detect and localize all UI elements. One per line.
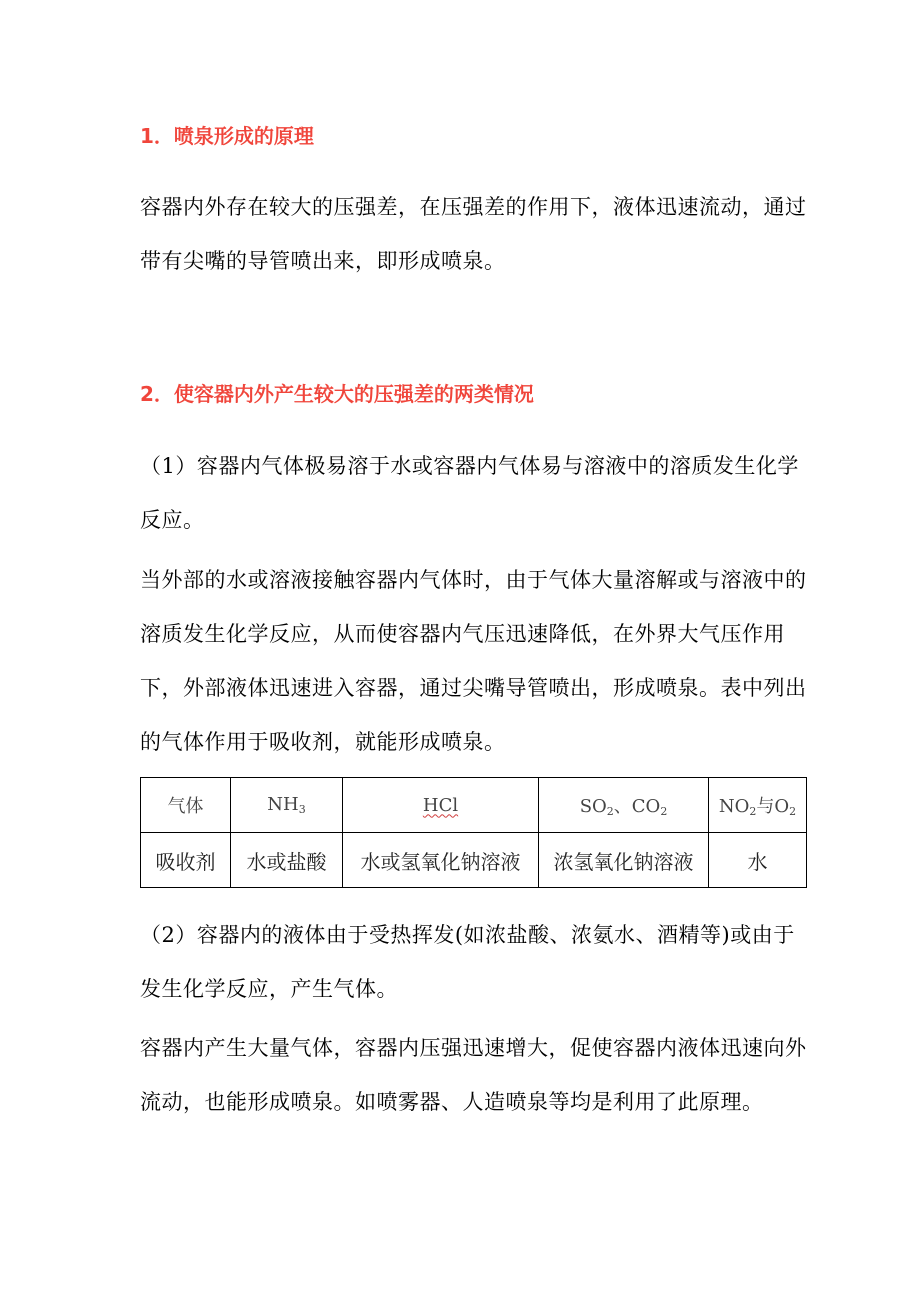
case2-paragraph: 容器内产生大量气体，容器内压强迅速增大，促使容器内液体迅速向外流动，也能形成喷泉。如喷雾器、人造喷泉等均是利用了此原理。 <box>140 1036 807 1114</box>
section1-heading: 1．喷泉形成的原理 <box>140 124 314 148</box>
table-cell-absorbent: 水 <box>709 833 807 888</box>
table-cell-absorbent: 浓氢氧化钠溶液 <box>539 833 709 888</box>
table-row-gas <box>141 778 807 833</box>
table-header-gas: 气体 <box>141 778 231 833</box>
table-cell-gas: HCl <box>343 778 539 833</box>
section2-heading: 2．使容器内外产生较大的压强差的两类情况 <box>140 382 534 406</box>
table-row-absorbent <box>141 833 807 888</box>
case1-paragraph: 当外部的水或溶液接触容器内气体时，由于气体大量溶解或与溶液中的溶质发生化学反应，从而使容器内气压迅速降低，在外界大气压作用下，外部液体迅速进入容器，通过尖嘴导管喷出，形成喷泉。表中列出的气体作用于吸收剂，就能形成喷泉。 <box>140 568 807 754</box>
case1-title: （1）容器内气体极易溶于水或容器内气体易与溶液中的溶质发生化学反应。 <box>140 454 799 532</box>
table-cell-gas: $NO_2$与$O_2$ <box>709 778 807 833</box>
case2-title: （2）容器内的液体由于受热挥发(如浓盐酸、浓氨水、酒精等)或由于发生化学反应，产生气体。 <box>140 923 795 1001</box>
table-cell-gas: $SO_2$、$CO_2$ <box>539 778 709 833</box>
table-cell-gas: $NH_3$ <box>231 778 343 833</box>
gas-absorbent-table <box>140 777 807 888</box>
document-page <box>140 0 808 1302</box>
section1-paragraph: 容器内外存在较大的压强差，在压强差的作用下，液体迅速流动，通过带有尖嘴的导管喷出来，即形成喷泉。 <box>140 195 807 273</box>
table-header-absorbent: 吸收剂 <box>141 833 231 888</box>
table-cell-absorbent: 水或氢氧化钠溶液 <box>343 833 539 888</box>
table-cell-absorbent: 水或盐酸 <box>231 833 343 888</box>
